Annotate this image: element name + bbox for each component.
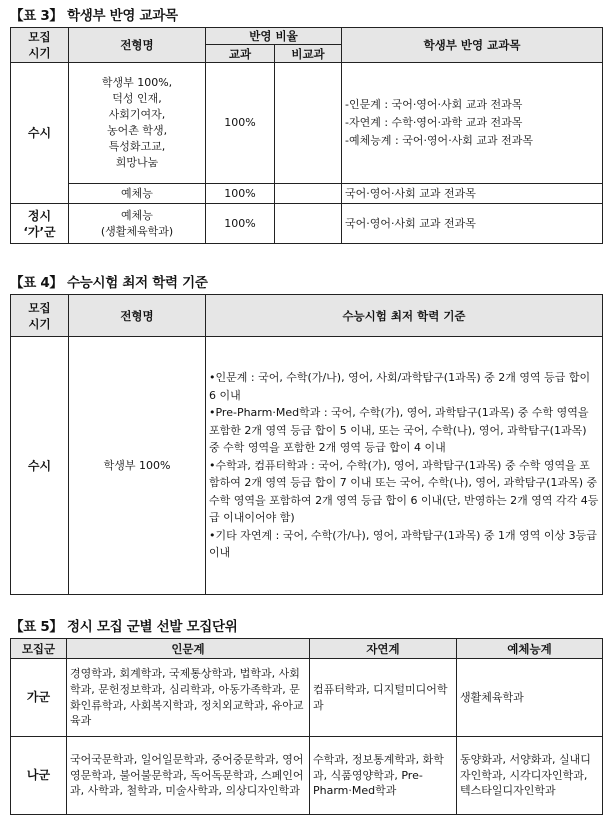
t3-row3-time: 정시 ‘가’군 bbox=[11, 204, 69, 244]
t5-na-arts: 동양화과, 서양화과, 실내디자인학과, 시각디자인학과, 텍스타일디자인학과 bbox=[457, 737, 603, 815]
t3-row1-subjects: -인문계 : 국어·영어·사회 교과 전과목 -자연계 : 수학·영어·과학 교과 전과목 -예체능계 : 국어·영어·사회 교과 전과목 bbox=[342, 63, 603, 184]
t3-header-ratio: 반영 비율 bbox=[206, 28, 342, 45]
t3-header-bigyogwa: 비교과 bbox=[275, 45, 342, 63]
t3-row3-ratio: 100% bbox=[206, 204, 275, 244]
t5-ga-natural: 컴퓨터학과, 디지털미디어학과 bbox=[310, 659, 457, 737]
table5-caption: 【표 5】 정시 모집 군별 선발 모집단위 bbox=[10, 619, 238, 635]
t3-row3-subjects: 국어·영어·사회 교과 전과목 bbox=[342, 204, 603, 244]
t5-na-label: 나군 bbox=[11, 737, 67, 815]
t4-header-standard: 수능시험 최저 학력 기준 bbox=[206, 295, 603, 337]
t3-row1-type: 학생부 100%, 덕성 인재, 사회기여자, 농어촌 학생, 특성화고교, 희망나눔 bbox=[69, 63, 206, 184]
t4-row-standard: •인문계 : 국어, 수학(가/나), 영어, 사회/과학탐구(1과목) 중 2개 영역 등급 합이 6 이내 •Pre-Pharm·Med학과 : 국어, 수학(가), 영어, 과학탐구(1과목) 중 수학 영역을 포함한 2개 영역 등급 합이 5 이내, 또는 국어, 수학(나), 영어, 과학탐구(1과목) 중 수학 영역을 포함한 2개 영역 등급 합이 4 이내 •수학과, 컴퓨터학과 : 국어, 수학(가), 영어, 과학탐구(1과목) 중 수학 영역을 포함하여 2개 영역 등급 합이 7 이내 또는 국어, 수학(나), 영어, 과학탐구(1과목) 중 수학 영역을 포함하여 2개 영역 등급 합이 6 이내(단, 반영하는 2개 영역 각각 4등급 이내이어야 함) •기타 자연계 : 국어, 수학(가/나), 영어, 과학탐구(1과목) 중 1개 영역 이상 3등급 이내 bbox=[206, 337, 603, 595]
t3-row1-time: 수시 bbox=[11, 63, 69, 204]
table3 bbox=[10, 27, 603, 244]
t3-row3-type: 예체능 (생활체육학과) bbox=[69, 204, 206, 244]
t3-row1-bigyogwa bbox=[275, 63, 342, 184]
t4-row-type: 학생부 100% bbox=[69, 337, 206, 595]
t5-ga-arts: 생활체육학과 bbox=[457, 659, 603, 737]
t4-header-jeonhyeong: 전형명 bbox=[69, 295, 206, 337]
table5 bbox=[10, 638, 603, 815]
table4-caption: 【표 4】 수능시험 최저 학력 기준 bbox=[10, 275, 208, 291]
table4 bbox=[10, 294, 603, 595]
t5-ga-label: 가군 bbox=[11, 659, 67, 737]
t5-na-natural: 수학과, 정보통계학과, 화학과, 식품영양학과, Pre-Pharm·Med학과 bbox=[310, 737, 457, 815]
t3-header-jeonhyeong: 전형명 bbox=[69, 28, 206, 63]
t4-header-mojip: 모집 시기 bbox=[11, 295, 69, 337]
t4-row-time: 수시 bbox=[11, 337, 69, 595]
t5-ga-humanities: 경영학과, 회계학과, 국제통상학과, 법학과, 사회학과, 문헌정보학과, 심리학과, 아동가족학과, 문화인류학과, 사회복지학과, 정치외교학과, 유아교육과 bbox=[67, 659, 310, 737]
t3-row1-ratio: 100% bbox=[206, 63, 275, 184]
t5-na-humanities: 국어국문학과, 일어일문학과, 중어중문학과, 영어영문학과, 불어불문학과, 독어독문학과, 스페인어과, 사학과, 철학과, 미술사학과, 의상디자인학과 bbox=[67, 737, 310, 815]
t3-header-gyogwa: 교과 bbox=[206, 45, 275, 63]
t5-header-humanities: 인문계 bbox=[67, 639, 310, 659]
t3-row2-ratio: 100% bbox=[206, 184, 275, 204]
t5-header-natural: 자연계 bbox=[310, 639, 457, 659]
t3-row2-bigyogwa bbox=[275, 184, 342, 204]
t3-header-mojip: 모집 시기 bbox=[11, 28, 69, 63]
t5-header-group: 모집군 bbox=[11, 639, 67, 659]
t3-header-subjects: 학생부 반영 교과목 bbox=[342, 28, 603, 63]
table3-caption: 【표 3】 학생부 반영 교과목 bbox=[10, 8, 178, 24]
t3-row2-type: 예체능 bbox=[69, 184, 206, 204]
t5-header-arts: 예체능계 bbox=[457, 639, 603, 659]
t3-row3-bigyogwa bbox=[275, 204, 342, 244]
t3-row2-subjects: 국어·영어·사회 교과 전과목 bbox=[342, 184, 603, 204]
